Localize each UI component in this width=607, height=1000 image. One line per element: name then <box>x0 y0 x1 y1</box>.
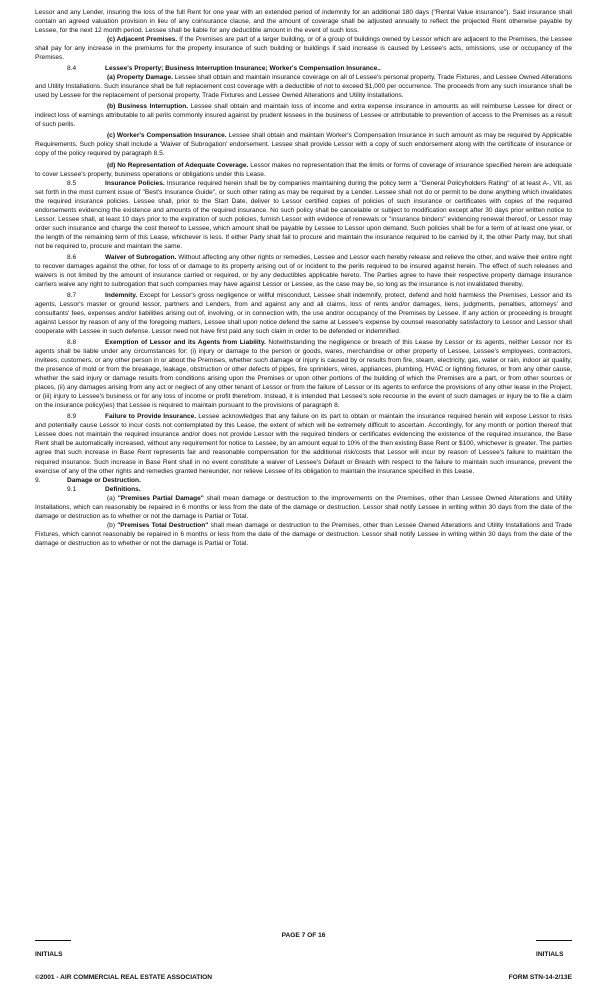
initials-right: INITIALS <box>536 940 572 958</box>
section-8-4-heading: 8.4 Lessee's Property; Business Interruption Insurance; Worker's Compensation Insurance.. <box>67 65 381 73</box>
initials-left: INITIALS <box>35 940 71 958</box>
section-8-7: 8.7 Indemnity. Except for Lessor's gross negligence or willful misconduct, Lessee shall indemnify, protect, defend and hold harmless the Premises, Lessor and its agents, Lessor's master or ground lessor, partners and Lenders, from and against any and all claims, loss of rents and/or damages, liens, judgments, penalties, attorneys' and consultants' fees, expenses and/or liabilities arising out of, involving, or in connection with, the use and/or occupancy of the Premises by Lessee. If any action or proceeding is brought against Lessor by reason of any of the foregoing matters, Lessee shall upon notice defend the same at Lessee's expense by counsel reasonably satisfactory to Lessor and Lessor shall cooperate with Lessee in such defense. Lessor need not have first paid any such claim in order to be defended or indemnified. <box>35 291 572 336</box>
page-number: PAGE 7 OF 16 <box>281 932 326 939</box>
paragraph-8-4-a: (a) Property Damage. Lessee shall obtain and maintain insurance coverage on all of Lessee's personal property, Trade Fixtures, and Lessee Owned Alterations and Utility Installations. Such insurance shall be full replacement cost coverage with a deductible of not to exceed $1,000 per occurrence. The proceeds from any such insurance shall be used by Lessee for the replacement of personal property, Trade Fixtures and Lessee Owned Alterations and Utility Installations. <box>35 74 573 100</box>
paragraph-8-3-c: (c) Adjacent Premises. If the Premises are part of a larger building, or of a group of buildings owned by Lessor which are adjacent to the Premises, the Lessee shall pay for any increase in the premiums for the property insurance of such building or buildings if said increase is caused by Lessee's acts, omissions, use or occupancy of the Premises. <box>35 36 572 62</box>
initials-right-line <box>536 940 572 941</box>
form-id: FORM STN-14-2/13E <box>508 974 572 981</box>
document-body <box>35 8 572 548</box>
section-8-5: 8.5 Insurance Policies. Insurance required herein shall be by companies maintaining during the policy term a "General Policyholders Rating" of at least A-, VII, as set forth in the most current issue of "Best's Insurance Guide", or such other rating as may be required by a Lender. Lessee shall not do or permit to be done anything which invalidates the required insurance policies. Lessee shall, prior to the Start Date, deliver to Lessor certified copies of policies of such insurance or certificates with copies of the required endorsements evidencing the existence and amounts of the required insurance. No such policy shall be cancelable or subject to modification except after 30 days prior written notice to Lessor. Lessee shall, at least 10 days prior to the expiration of such policies, furnish Lessor with evidence of renewals or "insurance binders" evidencing renewal thereof, or Lessor may order such insurance and charge the cost thereof to Lessee, which amount shall be payable by Lessee to Lessor upon demand. Such policies shall be for a term of at least one year, or the length of the remaining term of this Lease, whichever is less. If either Party shall fail to procure and maintain the insurance required to be carried by it, the other Party may, but shall not be required to, procure and maintain the same. <box>35 179 572 250</box>
paragraph-rental-value: Lessor and any Lender, insuring the loss of the full Rent for one year with an extended period of indemnity for an additional 180 days ("Rental Value insurance"). Said insurance shall contain an agreed valuation provision in lieu of any coinsurance clause, and the amount of coverage shall be adjusted annually to reflect the projected Rent otherwise payable by Lessee, for the next 12 month period. Lessee shall be liable for any deductible amount in the event of such loss. <box>35 9 572 35</box>
heading-adjacent-premises: (c) Adjacent Premises. <box>107 36 178 44</box>
copyright-text: ©2001 - AIR COMMERCIAL REAL ESTATE ASSOCIATION <box>35 974 213 981</box>
section-9-heading: 9. Damage or Destruction. <box>35 476 141 484</box>
paragraph-9-1-a: (a) "Premises Partial Damage" shall mean damage or destruction to the improvements on the Premises, other than Lessee Owned Alterations and Utility Installations, which can reasonably be repaired in 6 months or less from the date of the damage or destruction. Lessor shall notify Lessee in writing within 30 days from the date of the damage or destruction as to whether or not the damage is Partial or Total. <box>35 494 573 520</box>
paragraph-8-4-b: (b) Business Interruption. Lessee shall obtain and maintain loss of income and extra expense insurance in amounts as will reimburse Lessee for direct or indirect loss of earnings attributable to all perils commonly insured against by prudent lessees in the business of Lessee or attributable to prevention of access to the Premises as a result of such perils. <box>35 103 572 129</box>
paragraph-9-1-b: (b) "Premises Total Destruction" shall mean damage or destruction to the Premises, other than Lessee Owned Alterations and Utility Installations and Trade Fixtures, which cannot reasonably be repaired in 6 months or less from the date of the damage or destruction. Lessor shall notify Lessee in writing within 30 days from the date of the damage or destruction as to whether or not the damage is Partial or Total. <box>35 521 572 547</box>
section-8-9: 8.9 Failure to Provide Insurance. Lessee acknowledges that any failure on its part to obtain or maintain the insurance required herein will expose Lessor to risks and potentially cause Lessor to incur costs not contemplated by this Lease, the extent of which will be extremely difficult to ascertain. Accordingly, for any month or portion thereof that Lessee does not maintain the required insurance and/or does not provide Lessor with the required binders or certificates evidencing the existence of the required insurance, the Base Rent shall be automatically increased, without any requirement for notice to Lessee, by an amount equal to 10% of the then existing Base Rent or $100, whichever is greater. The parties agree that such increase in Base Rent represents fair and reasonable compensation for the additional risk/costs that Lessor will incur by reason of Lessee's failure to maintain the required insurance. Such increase in Base Rent shall in no event constitute a waiver of Lessee's Default or Breach with respect to the failure to maintain such insurance, prevent the exercise of any of the other rights and remedies granted hereunder, nor relieve Lessee of its obligation to maintain the insurance specified in this Lease. <box>35 413 572 475</box>
section-8-8: 8.8 Exemption of Lessor and its Agents from Liability. Notwithstanding the negligence or breach of this Lease by Lessor or its agents, neither Lessor nor its agents shall be liable under any circumstances for: (i) injury or damage to the person or goods, wares, merchandise or other property of Lessee, Lessee's employees, contractors, invitees, customers, or any other person in or about the Premises, whether such damage or injury is caused by or results from fire, steam, electricity, gas, water or rain, indoor air quality, the presence of mold or from the breakage, leakage, obstruction or other defects of pipes, fire sprinklers, wires, appliances, plumbing, HVAC or lighting fixtures, or from any other cause, whether the said injury or damage results from conditions arising upon the Premises or upon other portions of the building of which the Premises are a part, or from other sources or places, (ii) any damages arising from any act or neglect of any other tenant of Lessor or from the failure of Lessor or its agents to enforce the provisions of any other lease in the Project, or (iii) injury to Lessee's business or for any loss of income or profit therefrom. Instead, it is intended that Lessee's sole recourse in the event of such damages or injury be to file a claim on the insurance policy(ies) that Lessee is required to maintain pursuant to the provisions of paragraph 8. <box>35 339 572 410</box>
section-8-6: 8.6 Waiver of Subrogation. Without affecting any other rights or remedies, Lessee and Lessor each hereby release and relieve the other, and waive their entire right to recover damages against the other, for loss of or damage to its property arising out of or incident to the perils required to be insured against herein. The effect of such releases and waivers is not limited by the amount of insurance carried or required, or by any deductibles applicable hereto. The Parties agree to have their respective property damage insurance carriers waive any right to subrogation that such companies may have against Lessor or Lessee, as the case may be, so long as the insurance is not invalidated thereby. <box>35 253 572 288</box>
section-9-1-heading: 9.1 Definitions. <box>67 485 141 493</box>
paragraph-8-4-d: (d) No Representation of Adequate Coverage. Lessor makes no representation that the limits or forms of coverage of insurance specified herein are adequate to cover Lessee's property, business operations or obligations under this Lease. <box>35 161 572 178</box>
paragraph-8-4-c: (c) Worker's Compensation Insurance. Lessee shall obtain and maintain Worker's Compensation Insurance in such amount as may be required by Applicable Requirements. Such policy shall include a 'Waiver of Subrogation' endorsement. Lessee shall provide Lessor with a copy of such endorsement along with the certificate of insurance or copy of the policy required by paragraph 8.5. <box>35 132 572 158</box>
footer-initials-row <box>35 932 572 962</box>
initials-left-line <box>35 940 71 941</box>
